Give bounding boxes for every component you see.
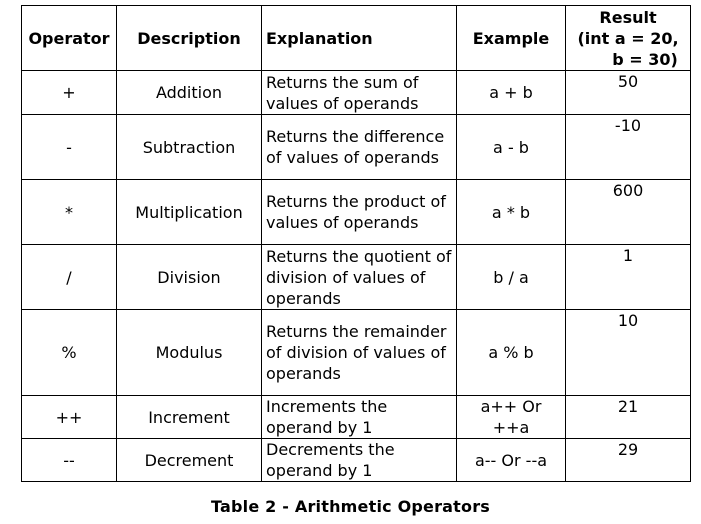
cell-description: Decrement	[117, 439, 262, 482]
cell-description: Increment	[117, 396, 262, 439]
cell-operator: %	[22, 310, 117, 396]
header-row	[22, 6, 691, 71]
cell-description: Division	[117, 245, 262, 310]
cell-example: a - b	[457, 115, 566, 180]
arithmetic-operators-table	[21, 5, 691, 482]
cell-explanation: Returns the remainder of division of values of operands	[262, 310, 457, 396]
cell-description: Modulus	[117, 310, 262, 396]
table-row	[22, 71, 691, 115]
cell-result: 50	[566, 71, 691, 115]
operators-table-container	[21, 5, 690, 482]
cell-operator: /	[22, 245, 117, 310]
cell-operator: ++	[22, 396, 117, 439]
cell-result: -10	[566, 115, 691, 180]
cell-result: 21	[566, 396, 691, 439]
cell-description: Multiplication	[117, 180, 262, 245]
cell-result: 600	[566, 180, 691, 245]
cell-example: a + b	[457, 71, 566, 115]
header-description: Description	[117, 6, 262, 71]
cell-result: 29	[566, 439, 691, 482]
header-result-line: Result	[599, 7, 657, 27]
table-row	[22, 180, 691, 245]
header-result	[566, 6, 691, 71]
table-row	[22, 245, 691, 310]
cell-explanation: Returns the product of values of operands	[262, 180, 457, 245]
cell-result: 10	[566, 310, 691, 396]
cell-description: Addition	[117, 71, 262, 115]
table-row	[22, 310, 691, 396]
cell-operator: -	[22, 115, 117, 180]
cell-description: Subtraction	[117, 115, 262, 180]
cell-explanation: Returns the difference of values of operands	[262, 115, 457, 180]
header-example: Example	[457, 6, 566, 71]
cell-explanation: Returns the quotient of division of values of operands	[262, 245, 457, 310]
cell-operator: *	[22, 180, 117, 245]
cell-example: a++ Or ++a	[457, 396, 566, 439]
cell-operator: --	[22, 439, 117, 482]
table-caption: Table 2 - Arithmetic Operators	[210, 497, 491, 516]
cell-explanation: Returns the sum of values of operands	[262, 71, 457, 115]
cell-explanation: Increments the operand by 1	[262, 396, 457, 439]
cell-example: b / a	[457, 245, 566, 310]
cell-example: a-- Or --a	[457, 439, 566, 482]
header-result-line: (int a = 20,	[577, 28, 679, 48]
cell-result: 1	[566, 245, 691, 310]
table-row	[22, 115, 691, 180]
cell-example: a * b	[457, 180, 566, 245]
table-row	[22, 439, 691, 482]
cell-operator: +	[22, 71, 117, 115]
table-row	[22, 396, 691, 439]
header-explanation: Explanation	[262, 6, 457, 71]
header-result-line: b = 30)	[612, 49, 678, 69]
cell-explanation: Decrements the operand by 1	[262, 439, 457, 482]
header-operator: Operator	[22, 6, 117, 71]
cell-example: a % b	[457, 310, 566, 396]
